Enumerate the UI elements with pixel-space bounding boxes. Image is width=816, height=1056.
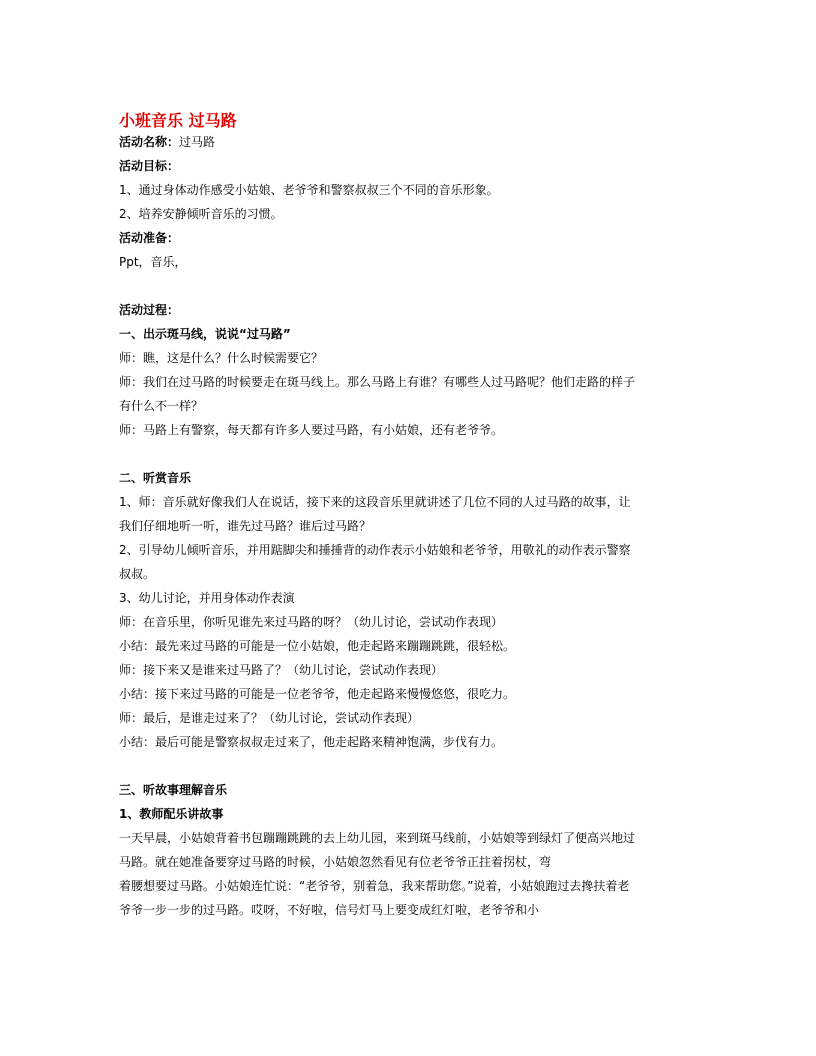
paragraph-line: 一天早晨，小姑娘背着书包蹦蹦跳跳的去上幼儿园，来到斑马线前，小姑娘等到绿灯了便高兴地过 <box>119 831 636 845</box>
paragraph-line: 叔叔。 <box>119 567 156 581</box>
prep-text: Ppt，音乐， <box>119 255 187 269</box>
paragraph-line: 小结：最后可能是警察叔叔走过来了，他走起路来精神饱满，步伐有力。 <box>119 735 504 749</box>
paragraph-line: 师：最后，是谁走过来了？（幼儿讨论，尝试动作表现） <box>119 711 420 725</box>
spacer <box>119 274 699 298</box>
paragraph-line: 着腰想要过马路。小姑娘连忙说：“老爷爷，别着急，我来帮助您。”说着，小姑娘跑过去搀扶着老 <box>119 879 630 893</box>
paragraph-line: 1、师：音乐就好像我们人在说话，接下来的这段音乐里就讲述了几位不同的人过马路的故事，让 <box>119 495 631 509</box>
prep-heading: 活动准备： <box>119 231 180 245</box>
goal-item: 2、培养安静倾听音乐的习惯。 <box>119 207 283 221</box>
paragraph-line: 我们仔细地听一听，谁先过马路？谁后过马路？ <box>119 519 372 533</box>
paragraph-line: 小结：接下来过马路的可能是一位老爷爷，他走起路来慢慢悠悠，很吃力。 <box>119 687 516 701</box>
paragraph-line: 马路。就在她准备要穿过马路的时候，小姑娘忽然看见有位老爷爷正拄着拐杖，弯 <box>119 855 552 869</box>
spacer <box>119 754 699 778</box>
paragraph-line: 师：马路上有警察，每天都有许多人要过马路，有小姑娘，还有老爷爷。 <box>119 423 504 437</box>
paragraph-line: 2、引导幼儿倾听音乐，并用踮脚尖和捶捶背的动作表示小姑娘和老爷爷，用敬礼的动作表示警察 <box>119 543 631 557</box>
section-heading: 一、出示斑马线，说说“过马路” <box>119 327 291 341</box>
paragraph-line: 师：在音乐里，你听见谁先来过马路的呀？（幼儿讨论，尝试动作表现） <box>119 615 504 629</box>
paragraph-line: 师：接下来又是谁来过马路了？（幼儿讨论，尝试动作表现） <box>119 663 444 677</box>
paragraph-line: 小结：最先来过马路的可能是一位小姑娘，他走起路来蹦蹦跳跳，很轻松。 <box>119 639 516 653</box>
document-page <box>119 112 699 922</box>
paragraph-line: 爷爷一步一步的过马路。哎呀，不好啦，信号灯马上要变成红灯啦，老爷爷和小 <box>119 903 540 917</box>
paragraph-line: 师：瞧，这是什么？什么时候需要它？ <box>119 351 324 365</box>
goal-item: 1、通过身体动作感受小姑娘、老爷爷和警察叔叔三个不同的音乐形象。 <box>119 183 499 197</box>
section-heading: 二、听赏音乐 <box>119 471 192 485</box>
paragraph-line: 师：我们在过马路的时候要走在斑马线上。那么马路上有谁？有哪些人过马路呢？他们走路的样子 <box>119 375 636 389</box>
section-heading: 三、听故事理解音乐 <box>119 783 228 797</box>
activity-name-label: 活动名称： <box>119 135 180 149</box>
activity-name-value: 过马路 <box>179 135 216 149</box>
section-subheading: 1、教师配乐讲故事 <box>119 807 224 821</box>
spacer <box>119 442 699 466</box>
activity-name <box>119 130 699 154</box>
paragraph-line: 有什么不一样？ <box>119 399 204 413</box>
process-heading: 活动过程： <box>119 303 180 317</box>
paragraph-line: 3、幼儿讨论，并用身体动作表演 <box>119 591 295 605</box>
goal-heading: 活动目标： <box>119 159 180 173</box>
document-title: 小班音乐 过马路 <box>119 111 237 130</box>
